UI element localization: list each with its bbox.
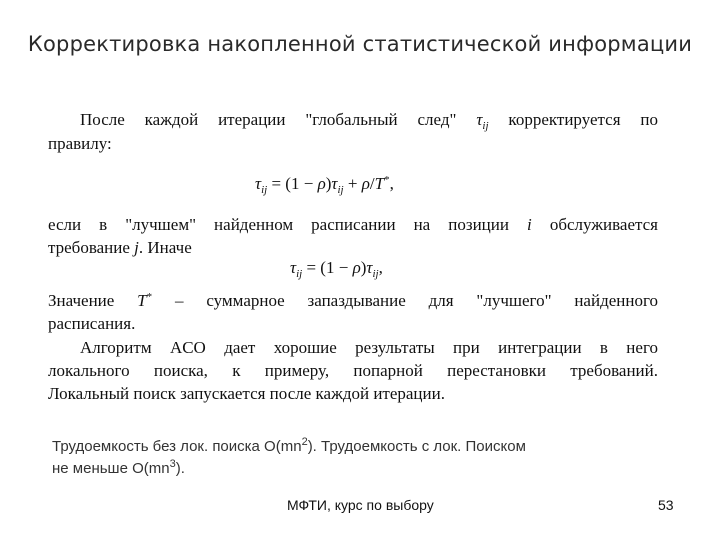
variable-t-star: T* — [137, 291, 153, 310]
footer-course-label: МФТИ, курс по выбору — [287, 497, 434, 513]
paragraph-4-line-2: локального поиска, к примеру, попарной перестановки требований. — [48, 361, 658, 380]
variable-j: j — [134, 238, 139, 257]
paragraph-2-line-2: требование j. Иначе — [48, 238, 192, 257]
paragraph-3-text-b: – суммарное запаздывание для "лучшего" найденного — [174, 291, 659, 310]
paragraph-4-line-1: Алгоритм ACO дает хорошие результаты при интеграции в него — [80, 338, 658, 357]
formula-2: $\tau_{ij} = (1 - \rho)\tau_{ij}$, — [290, 258, 383, 280]
paragraph-1-text-a: После каждой итерации "глобальный след" — [80, 110, 457, 129]
paragraph-3-line-2: расписания. — [48, 314, 136, 333]
paragraph-4-line-3: Локальный поиск запускается после каждой итерации. — [48, 384, 445, 403]
page-number: 53 — [658, 497, 674, 513]
complexity-note-line-2: не меньше $O(mn^3)$. — [52, 458, 185, 477]
slide-title: Корректировка накопленной статистической информации — [27, 32, 693, 56]
paragraph-2-line-1 — [48, 215, 658, 239]
formula-1: $\tau_{ij} = (1 - \rho)\tau_{ij} + \rho/T^*$, — [255, 174, 394, 196]
paragraph-2-text-a: если в "лучшем" найденном расписании на позиции — [48, 215, 509, 234]
paragraph-2-text-b: обслуживается — [549, 215, 659, 234]
paragraph-1-line-1 — [48, 110, 658, 134]
tau-ij-symbol: $\tau_{ij}$ — [476, 110, 489, 132]
paragraph-3-line-1 — [48, 291, 658, 315]
variable-i: i — [527, 215, 532, 234]
complexity-note-line-1: Трудоемкость без лок. поиска $O(mn^2)$. Трудоемкость с лок. Поиском — [52, 436, 526, 455]
paragraph-1-text-b: корректируется по — [508, 110, 659, 129]
paragraph-1-line-2: правилу: — [48, 134, 112, 153]
paragraph-3-text-a: Значение — [48, 291, 115, 310]
